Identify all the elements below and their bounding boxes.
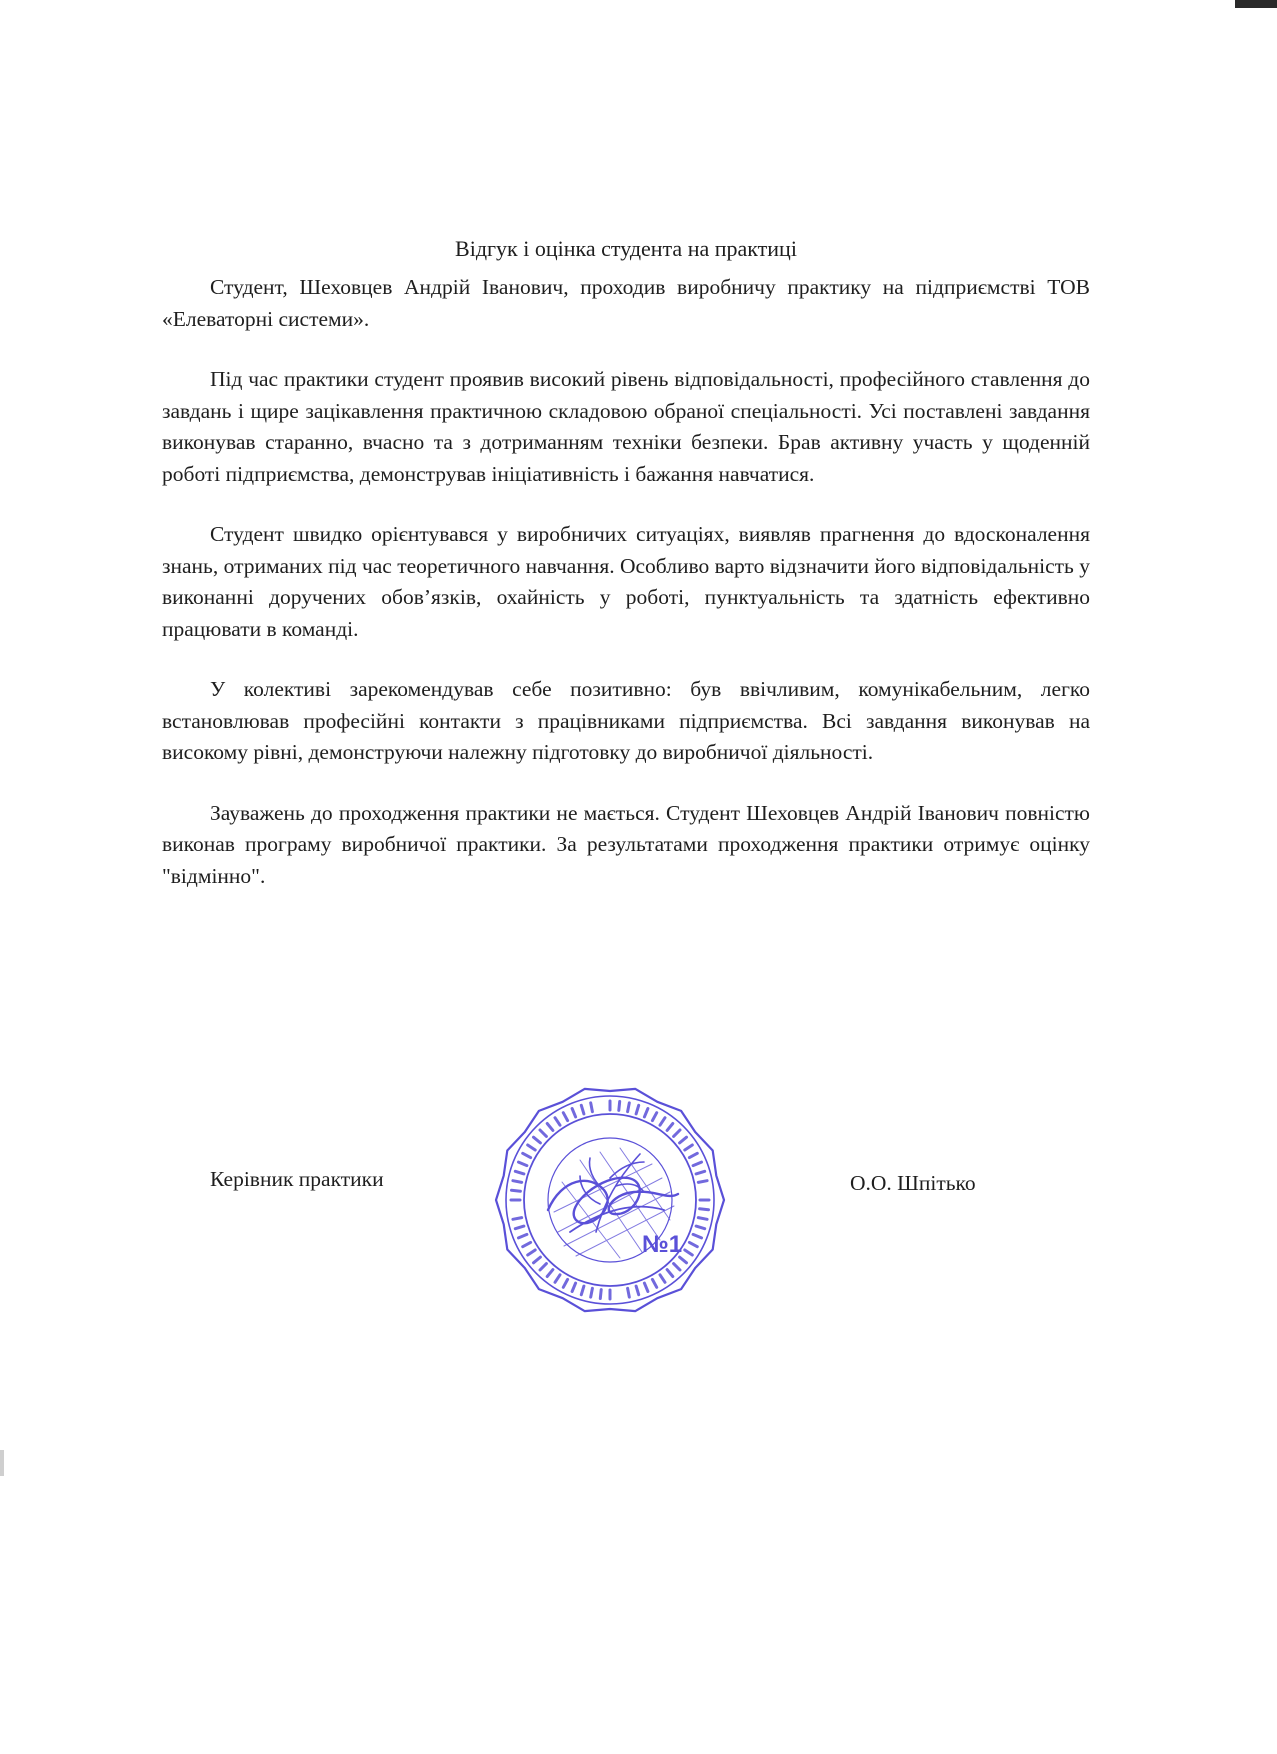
- stamp-ring-mark: [685, 1145, 693, 1150]
- stamp-ring-mark: [628, 1288, 630, 1297]
- stamp-ring-mark: [689, 1242, 697, 1246]
- stamp-ring-mark: [674, 1130, 680, 1136]
- stamp-ring-mark: [572, 1283, 576, 1291]
- stamp-ring-mark: [540, 1264, 546, 1270]
- stamp-ring-mark: [636, 1286, 639, 1295]
- supervisor-role-label: Керівник практики: [210, 1167, 384, 1191]
- stamp-ring-mark: [591, 1103, 593, 1112]
- document-title: Відгук і оцінка студента на практиці: [455, 236, 797, 261]
- stamp-ring-mark: [619, 1102, 620, 1111]
- stamp-ring-mark: [660, 1275, 665, 1283]
- stamp-ring-mark: [534, 1257, 541, 1263]
- stamp-ring-mark: [667, 1124, 673, 1131]
- paragraph-3: Студент швидко орієнтувався у виробничих ситуаціях, виявляв прагнення до вдосконалення знань, отриманих під час теоретичного навчання. Особливо варто відзначити його відповідальність у виконанні доручених обов’язків, охайність у роботі, пунктуальність та здатність ефективно працювати в команді.: [162, 522, 1090, 641]
- stamp-ring-mark: [528, 1145, 536, 1150]
- stamp-ring-mark: [581, 1286, 584, 1295]
- paragraph-5: Зауважень до проходження практики не мається. Студент Шеховцев Андрій Іванович повністю виконав програму виробничої практики. За результатами проходження практики отримує оцінку "відмінно".: [162, 800, 1090, 888]
- stamp-ring-mark: [519, 1162, 527, 1166]
- scan-edge-mark: [1235, 0, 1277, 8]
- stamp-ring-mark: [685, 1250, 693, 1255]
- company-stamp-icon: [492, 1082, 728, 1318]
- stamp-ring-mark: [652, 1113, 656, 1121]
- stamp-ring-mark: [660, 1118, 665, 1126]
- stamp-ring-mark: [693, 1162, 701, 1166]
- stamp-ring-mark: [519, 1234, 527, 1238]
- paragraph-2: Під час практики студент проявив високий рівень відповідальності, професійного ставлення до завдань і щире зацікавлення практичною складовою обраної спеціальності. Усі поставлені завдання виконував старанно, вчасно та з дотриманням техніки безпеки. Брав активну участь у щоденній роботі підприємства, демонстрував ініціативність і бажання навчатися.: [162, 367, 1090, 486]
- stamp-ring-mark: [693, 1234, 701, 1238]
- stamp-ring-mark: [547, 1270, 553, 1277]
- stamp-ring-mark: [644, 1109, 648, 1117]
- document-body: [162, 232, 1090, 921]
- stamp-ring-mark: [547, 1124, 553, 1131]
- stamp-ring-mark: [636, 1105, 639, 1114]
- stamp-ring-mark: [600, 1290, 601, 1299]
- stamp-ring-mark: [515, 1226, 524, 1229]
- stamp-ring-mark: [591, 1288, 593, 1297]
- stamp-ring-mark: [674, 1264, 680, 1270]
- stamp-ring-mark: [555, 1275, 560, 1283]
- scan-edge-mark-left: [0, 1450, 4, 1476]
- stamp-ring-mark: [512, 1190, 521, 1191]
- paragraph-4: У колективі зарекомендував себе позитивно: був ввічливим, комунікабельним, легко встановлював професійні контакти з працівниками підприємства. Всі завдання виконував на високому рівні, демонструючи належну підготовку до виробничої діяльності.: [162, 677, 1090, 764]
- stamp-ring-mark: [700, 1209, 709, 1210]
- stamp-ring-mark: [696, 1171, 705, 1174]
- stamp-ring-mark: [689, 1153, 697, 1157]
- signature-block: [0, 1060, 1277, 1320]
- stamp-ring-mark: [534, 1137, 541, 1143]
- stamp-ring-mark: [540, 1130, 546, 1136]
- stamp-ring-mark: [572, 1109, 576, 1117]
- stamp-ring-mark: [698, 1181, 707, 1183]
- stamp-ring-mark: [680, 1137, 687, 1143]
- stamp-ring-mark: [696, 1226, 705, 1229]
- stamp-ring-mark: [563, 1279, 567, 1287]
- stamp-ring-mark: [698, 1218, 707, 1220]
- stamp-ring-mark: [523, 1242, 531, 1246]
- stamp-ring-mark: [628, 1103, 630, 1112]
- stamp-ring-mark: [523, 1153, 531, 1157]
- stamp-ring-mark: [515, 1171, 524, 1174]
- supervisor-name: О.О. Шпітько: [850, 1171, 976, 1195]
- stamp-ring-mark: [644, 1283, 648, 1291]
- stamp-ring-mark: [513, 1181, 522, 1183]
- stamp-ring-mark: [581, 1105, 584, 1114]
- paragraph-1: Студент, Шеховцев Андрій Іванович, проходив виробничу практику на підприємстві ТОВ «Елеваторні системи».: [162, 275, 1090, 331]
- stamp-ring-mark: [555, 1118, 560, 1126]
- stamp-ring-mark: [667, 1270, 673, 1277]
- stamp-ring-mark: [528, 1250, 536, 1255]
- stamp-ring-mark: [513, 1218, 522, 1220]
- stamp-ring-mark: [652, 1279, 656, 1287]
- stamp-ring-mark: [563, 1113, 567, 1121]
- svg-text:№1: №1: [642, 1231, 683, 1258]
